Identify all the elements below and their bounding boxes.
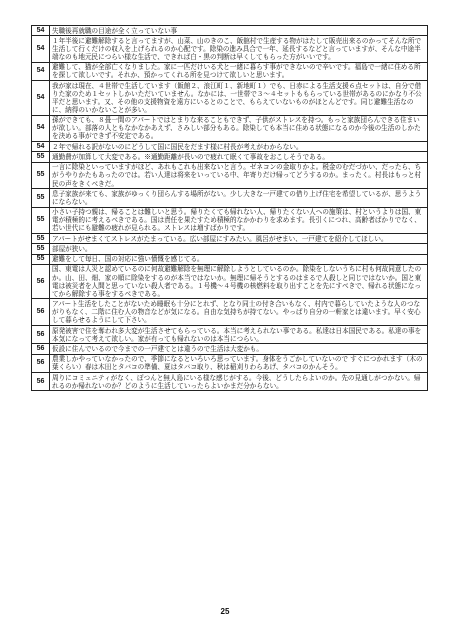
response-text-cell: 仮設に住んでいるので今までの一戸建てとは違うので生活は大変かも。: [50, 344, 428, 354]
row-number-cell: 56: [32, 325, 50, 343]
response-text-cell: １年半後に避難解除すると言ってますが、山菜、山のきのこ、飯舘村で生産する物がはたして販売出来るのかってそんな所で生活して行くだけの収入を上げられるのか心配です。除染の進み具合で一年、延長するなどと言っていますが、そんな中途半端なのも地元民につらい様な生活で、できれば白・黒の判断は早くしてもらった方がいいです。: [50, 36, 428, 62]
row-number-cell: 55: [32, 207, 50, 233]
table-row: [32, 62, 428, 80]
response-text-cell: 我が家は現在、４世帯で生活しています（飯館２、浪江町１、新地町１）でも、日赤による生活支援６点セットは、自分で借りた家のため１セットしかいただいていません。なかには、一世帯で３～４セットももらっている世帯があるのにかなり不公平だと思います。又、その他の支援物資を遠方にいるとのことで、もらえていないものがほとんどです。同じ避難生活なのに、納得のいかないことが多い。: [50, 81, 428, 116]
response-text-cell: 小さい子持つ親は、帰ることは難しいと思う。帰りたくても帰れない人、帰りたくない人への施策は、村というよりは国、東電が積極的に考えるべきである。国は責任を果たすため積極的なかかわりを求めます。長引くにつれ、高齢者ばかりでなく、若い世代にも避難の疲れが見られる。ストレスは増すばかりです。: [50, 207, 428, 233]
response-text-cell: 部屋が狭い。: [50, 244, 428, 254]
row-number-cell: 54: [32, 26, 50, 36]
row-number-cell: 56: [32, 354, 50, 372]
survey-response-table: [31, 25, 428, 391]
response-text-cell: 孫ができても、８畳一間のアパートではとまりな来ることもできず、子供がストレスを持つ。もっと家族団らんできる住まいが欲しい。部落の人ともなかなかあえず、さみしい部分もある。除染しても本当に住める状態になるのか今後の生活のしかたを決める事ができず不安定である。: [50, 115, 428, 141]
table-row: [32, 162, 428, 188]
table-row: [32, 81, 428, 116]
response-text-cell: アパートがせまくてストレスがたまっている。広い部屋にすみたい。風呂がせまい、一戸建てを紹介してほしい。: [50, 234, 428, 244]
row-number-cell: 56: [32, 264, 50, 299]
row-number-cell: 55: [32, 162, 50, 188]
row-number-cell: 56: [32, 344, 50, 354]
response-text-cell: 避難して、猫が全部亡くなりました。家に一匹だけいる犬と一緒に暮らす事ができないので辛いです。福島で一緒に住める所を探して欲しいです。それか、預かってくれる所を見つけて欲しいと思います。: [50, 62, 428, 80]
response-text-cell: 一言に除染といっていますがほど、あれもこれも出来ないと言う。ゼネコンの金取りかよ。税金のむだづかい、だったら、ちがうやりかたもあったのでは。若い人達は将来をいっている中、年寄りだけ帰ってどうするのか。まったく。村長はもっと村民の声をきくべきだ。: [50, 162, 428, 188]
row-number-cell: 54: [32, 62, 50, 80]
table-row: [32, 254, 428, 264]
row-number-cell: 56: [32, 372, 50, 390]
table-body: [32, 26, 428, 391]
row-number-cell: 54: [32, 81, 50, 116]
row-number-cell: 55: [32, 189, 50, 207]
table-row: [32, 244, 428, 254]
response-text-cell: 息子家族が来ても、家族がゆっくり団らんする場所がない。少し大きな一戸建ての借り上げ住宅を希望しているが、思うようにならない。: [50, 189, 428, 207]
table-row: [32, 354, 428, 372]
row-number-cell: 56: [32, 299, 50, 325]
row-number-cell: 54: [32, 142, 50, 152]
table-row: [32, 26, 428, 36]
table-row: [32, 189, 428, 207]
response-text-cell: 原発被害で住を奪われ多大変が生活させてもらっている。本当に考えられない事である。私達は日本国民である。私達の事を本気になって考えて欲しい。家が有っても帰れないのは本当につらい。: [50, 325, 428, 343]
response-text-cell: ２年で帰れる訳がないのにどうして国に国民をだます様に村長が考えがわからない。: [50, 142, 428, 152]
table-row: [32, 344, 428, 354]
table-row: [32, 152, 428, 162]
table-row: [32, 36, 428, 62]
row-number-cell: 55: [32, 254, 50, 264]
response-text-cell: アパート生活をしたことがないため睡眠も十分にとれず、となり同士の付き合いもなく、村内で暮らしていたような人のつながりもなく、二階に住む人の物音などが気になる。自由な気持ちが持てない。やっぱり自分の一軒家とは違います。早く安心して暮らせるようにして下さい。: [50, 299, 428, 325]
response-text-cell: 通勤費が加算して大変である。※通勤距離が長いので疲れて眠くて事故をおこしそうである。: [50, 152, 428, 162]
response-text-cell: 周りにコミュニティがなく、ぽつんと無人島にいる様な感じがする。今後、どうしたらよいのか。先の見通しがつかない。帰れるのか帰れないのか？どのように生活していったらよいかまだ分からない。: [50, 372, 428, 390]
table-row: [32, 142, 428, 152]
row-number-cell: 55: [32, 234, 50, 244]
response-text-cell: 失職後再就職の目途が全く立っていない事: [50, 26, 428, 36]
response-text-cell: 避難をして毎日、国の対応に強い憤慨を感じてる。: [50, 254, 428, 264]
row-number-cell: 55: [32, 152, 50, 162]
table-row: [32, 207, 428, 233]
response-text-cell: 農業しかやっていなかったので、季節になるといろいろ思っています。身体をうごかしていないので すぐにつかれます（木の葉くらい）春は木田とタバコの準備、夏はタバコ取り、秋は稲刈りわらあげ、タバコのかんそう。: [50, 354, 428, 372]
table-row: [32, 234, 428, 244]
table-row: [32, 115, 428, 141]
row-number-cell: 54: [32, 36, 50, 62]
row-number-cell: 55: [32, 244, 50, 254]
response-text-cell: 国、東電は人災と認めているのに何故避難解除を無理に解除しようとしているのか。除染をしないうちに村も何故同意したのか。山、田、畑、家の順に除染をするのが本当ではないか。無理に帰そうとするのはまるで人殺しと同じではないか。国と東電は被災者を人間と思っていない殺人者である。１号機～４号機の核燃料を取り出すことを先にすべきで、帰れる状態になってから解除する事をするべきである。: [50, 264, 428, 299]
table-row: [32, 299, 428, 325]
table-row: [32, 325, 428, 343]
table-row: [32, 372, 428, 390]
table-row: [32, 264, 428, 299]
row-number-cell: 54: [32, 115, 50, 141]
page-number: 25: [220, 607, 230, 616]
